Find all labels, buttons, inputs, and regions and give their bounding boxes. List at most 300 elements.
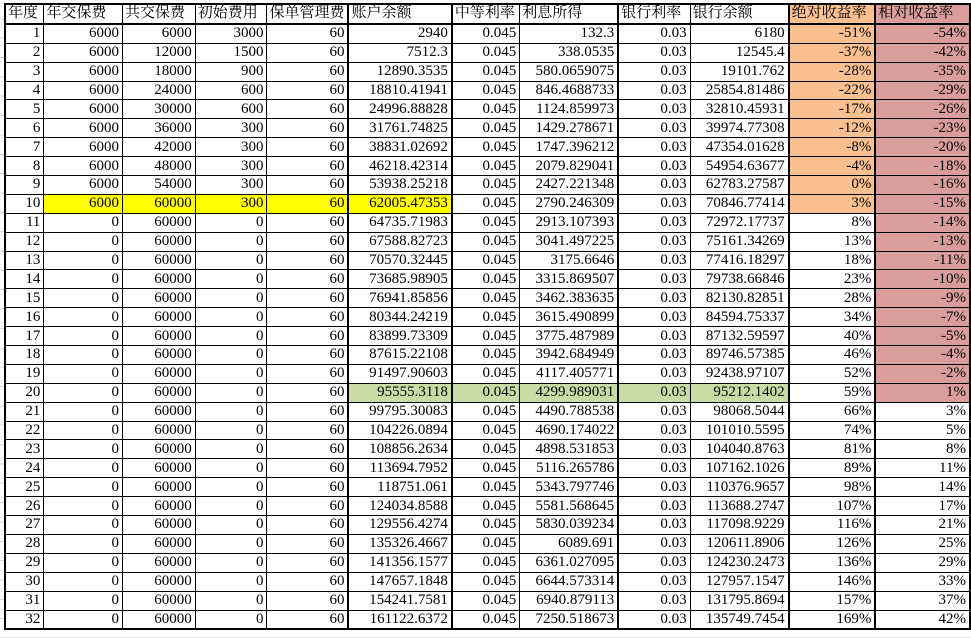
cell-medium-rate-y6[interactable]: 0.045 — [452, 119, 520, 138]
cell-medium-rate-y21[interactable]: 0.045 — [452, 402, 520, 421]
cell-bank-balance-y14[interactable]: 79738.66846 — [690, 270, 789, 289]
cell-policy-admin-fee-y23[interactable]: 60 — [267, 440, 349, 459]
cell-annual-premium-y6[interactable]: 6000 — [44, 119, 123, 138]
cell-absolute-return-y31[interactable]: 157% — [789, 591, 876, 610]
cell-medium-rate-y9[interactable]: 0.045 — [452, 176, 520, 195]
cell-interest-income-y22[interactable]: 4690.174022 — [520, 421, 619, 440]
cell-absolute-return-y14[interactable]: 23% — [789, 270, 876, 289]
cell-bank-balance-y31[interactable]: 131795.8694 — [690, 591, 789, 610]
cell-interest-income-y5[interactable]: 1124.859973 — [520, 100, 619, 119]
cell-annual-premium-y24[interactable]: 0 — [44, 459, 123, 478]
cell-bank-rate-y18[interactable]: 0.03 — [618, 346, 690, 365]
cell-year-y3[interactable]: 3 — [5, 62, 44, 81]
cell-policy-admin-fee-y29[interactable]: 60 — [267, 553, 349, 572]
cell-absolute-return-y19[interactable]: 52% — [789, 364, 876, 383]
cell-policy-admin-fee-y9[interactable]: 60 — [267, 176, 349, 195]
cell-medium-rate-y4[interactable]: 0.045 — [452, 81, 520, 100]
cell-absolute-return-y30[interactable]: 146% — [789, 572, 876, 591]
cell-initial-fee-y28[interactable]: 0 — [195, 534, 267, 553]
cell-bank-balance-y20[interactable]: 95212.1402 — [690, 383, 789, 402]
cell-interest-income-y20[interactable]: 4299.989031 — [520, 383, 619, 402]
cell-relative-return-y22[interactable]: 5% — [875, 421, 970, 440]
cell-year-y8[interactable]: 8 — [5, 157, 44, 176]
cell-account-balance-y3[interactable]: 12890.3535 — [348, 62, 451, 81]
cell-account-balance-y32[interactable]: 161122.6372 — [348, 610, 451, 629]
cell-relative-return-y12[interactable]: -13% — [875, 232, 970, 251]
cell-absolute-return-y20[interactable]: 59% — [789, 383, 876, 402]
cell-relative-return-y26[interactable]: 17% — [875, 497, 970, 516]
cell-total-premium-y13[interactable]: 60000 — [122, 251, 195, 270]
column-header-total-premium[interactable]: 共交保费 — [122, 4, 195, 24]
cell-total-premium-y8[interactable]: 48000 — [122, 157, 195, 176]
cell-policy-admin-fee-y32[interactable]: 60 — [267, 610, 349, 629]
cell-bank-balance-y10[interactable]: 70846.77414 — [690, 194, 789, 213]
cell-bank-balance-y8[interactable]: 54954.63677 — [690, 157, 789, 176]
cell-annual-premium-y5[interactable]: 6000 — [44, 100, 123, 119]
cell-year-y32[interactable]: 32 — [5, 610, 44, 629]
cell-account-balance-y31[interactable]: 154241.7581 — [348, 591, 451, 610]
cell-total-premium-y6[interactable]: 36000 — [122, 119, 195, 138]
cell-absolute-return-y18[interactable]: 46% — [789, 346, 876, 365]
cell-total-premium-y29[interactable]: 60000 — [122, 553, 195, 572]
cell-initial-fee-y6[interactable]: 300 — [195, 119, 267, 138]
cell-relative-return-y4[interactable]: -29% — [875, 81, 970, 100]
cell-absolute-return-y21[interactable]: 66% — [789, 402, 876, 421]
cell-annual-premium-y28[interactable]: 0 — [44, 534, 123, 553]
cell-relative-return-y11[interactable]: -14% — [875, 213, 970, 232]
cell-medium-rate-y32[interactable]: 0.045 — [452, 610, 520, 629]
cell-bank-balance-y29[interactable]: 124230.2473 — [690, 553, 789, 572]
cell-medium-rate-y31[interactable]: 0.045 — [452, 591, 520, 610]
cell-medium-rate-y3[interactable]: 0.045 — [452, 62, 520, 81]
cell-absolute-return-y23[interactable]: 81% — [789, 440, 876, 459]
cell-initial-fee-y30[interactable]: 0 — [195, 572, 267, 591]
cell-relative-return-y27[interactable]: 21% — [875, 516, 970, 535]
cell-bank-rate-y22[interactable]: 0.03 — [618, 421, 690, 440]
cell-interest-income-y16[interactable]: 3615.490899 — [520, 308, 619, 327]
cell-policy-admin-fee-y22[interactable]: 60 — [267, 421, 349, 440]
cell-interest-income-y6[interactable]: 1429.278671 — [520, 119, 619, 138]
cell-initial-fee-y24[interactable]: 0 — [195, 459, 267, 478]
cell-bank-balance-y12[interactable]: 75161.34269 — [690, 232, 789, 251]
cell-relative-return-y25[interactable]: 14% — [875, 478, 970, 497]
cell-bank-rate-y23[interactable]: 0.03 — [618, 440, 690, 459]
cell-medium-rate-y23[interactable]: 0.045 — [452, 440, 520, 459]
cell-bank-rate-y32[interactable]: 0.03 — [618, 610, 690, 629]
cell-annual-premium-y2[interactable]: 6000 — [44, 43, 123, 62]
cell-total-premium-y2[interactable]: 12000 — [122, 43, 195, 62]
column-header-policy-admin-fee[interactable]: 保单管理费 — [267, 4, 349, 24]
cell-interest-income-y31[interactable]: 6940.879113 — [520, 591, 619, 610]
cell-relative-return-y24[interactable]: 11% — [875, 459, 970, 478]
cell-policy-admin-fee-y25[interactable]: 60 — [267, 478, 349, 497]
cell-bank-rate-y20[interactable]: 0.03 — [618, 383, 690, 402]
cell-total-premium-y4[interactable]: 24000 — [122, 81, 195, 100]
cell-year-y23[interactable]: 23 — [5, 440, 44, 459]
cell-annual-premium-y18[interactable]: 0 — [44, 346, 123, 365]
cell-interest-income-y4[interactable]: 846.4688733 — [520, 81, 619, 100]
cell-relative-return-y15[interactable]: -9% — [875, 289, 970, 308]
cell-year-y6[interactable]: 6 — [5, 119, 44, 138]
cell-bank-balance-y22[interactable]: 101010.5595 — [690, 421, 789, 440]
cell-relative-return-y9[interactable]: -16% — [875, 176, 970, 195]
cell-relative-return-y13[interactable]: -11% — [875, 251, 970, 270]
cell-relative-return-y1[interactable]: -54% — [875, 24, 970, 43]
cell-total-premium-y32[interactable]: 60000 — [122, 610, 195, 629]
cell-year-y11[interactable]: 11 — [5, 213, 44, 232]
cell-initial-fee-y15[interactable]: 0 — [195, 289, 267, 308]
cell-interest-income-y19[interactable]: 4117.405771 — [520, 364, 619, 383]
cell-account-balance-y22[interactable]: 104226.0894 — [348, 421, 451, 440]
cell-total-premium-y20[interactable]: 60000 — [122, 383, 195, 402]
cell-year-y27[interactable]: 27 — [5, 516, 44, 535]
cell-total-premium-y22[interactable]: 60000 — [122, 421, 195, 440]
cell-bank-balance-y23[interactable]: 104040.8763 — [690, 440, 789, 459]
cell-interest-income-y21[interactable]: 4490.788538 — [520, 402, 619, 421]
cell-medium-rate-y18[interactable]: 0.045 — [452, 346, 520, 365]
cell-total-premium-y26[interactable]: 60000 — [122, 497, 195, 516]
cell-bank-balance-y19[interactable]: 92438.97107 — [690, 364, 789, 383]
cell-bank-balance-y30[interactable]: 127957.1547 — [690, 572, 789, 591]
cell-policy-admin-fee-y1[interactable]: 60 — [267, 24, 349, 43]
cell-year-y12[interactable]: 12 — [5, 232, 44, 251]
cell-account-balance-y6[interactable]: 31761.74825 — [348, 119, 451, 138]
cell-interest-income-y28[interactable]: 6089.691 — [520, 534, 619, 553]
cell-bank-rate-y31[interactable]: 0.03 — [618, 591, 690, 610]
cell-year-y24[interactable]: 24 — [5, 459, 44, 478]
cell-policy-admin-fee-y5[interactable]: 60 — [267, 100, 349, 119]
cell-bank-balance-y1[interactable]: 6180 — [690, 24, 789, 43]
cell-medium-rate-y12[interactable]: 0.045 — [452, 232, 520, 251]
cell-medium-rate-y17[interactable]: 0.045 — [452, 327, 520, 346]
cell-bank-rate-y11[interactable]: 0.03 — [618, 213, 690, 232]
cell-policy-admin-fee-y17[interactable]: 60 — [267, 327, 349, 346]
cell-account-balance-y2[interactable]: 7512.3 — [348, 43, 451, 62]
cell-total-premium-y19[interactable]: 60000 — [122, 364, 195, 383]
cell-policy-admin-fee-y24[interactable]: 60 — [267, 459, 349, 478]
column-header-bank-balance[interactable]: 银行余额 — [690, 4, 789, 24]
cell-absolute-return-y25[interactable]: 98% — [789, 478, 876, 497]
cell-absolute-return-y9[interactable]: 0% — [789, 176, 876, 195]
cell-relative-return-y8[interactable]: -18% — [875, 157, 970, 176]
cell-bank-balance-y7[interactable]: 47354.01628 — [690, 138, 789, 157]
cell-initial-fee-y32[interactable]: 0 — [195, 610, 267, 629]
cell-bank-balance-y25[interactable]: 110376.9657 — [690, 478, 789, 497]
cell-medium-rate-y29[interactable]: 0.045 — [452, 553, 520, 572]
cell-relative-return-y6[interactable]: -23% — [875, 119, 970, 138]
cell-initial-fee-y14[interactable]: 0 — [195, 270, 267, 289]
cell-initial-fee-y8[interactable]: 300 — [195, 157, 267, 176]
cell-bank-rate-y8[interactable]: 0.03 — [618, 157, 690, 176]
cell-year-y21[interactable]: 21 — [5, 402, 44, 421]
cell-absolute-return-y29[interactable]: 136% — [789, 553, 876, 572]
cell-interest-income-y32[interactable]: 7250.518673 — [520, 610, 619, 629]
cell-initial-fee-y2[interactable]: 1500 — [195, 43, 267, 62]
cell-relative-return-y5[interactable]: -26% — [875, 100, 970, 119]
cell-bank-balance-y4[interactable]: 25854.81486 — [690, 81, 789, 100]
column-header-medium-rate[interactable]: 中等利率 — [452, 4, 520, 24]
cell-policy-admin-fee-y8[interactable]: 60 — [267, 157, 349, 176]
cell-initial-fee-y13[interactable]: 0 — [195, 251, 267, 270]
cell-medium-rate-y27[interactable]: 0.045 — [452, 516, 520, 535]
cell-relative-return-y29[interactable]: 29% — [875, 553, 970, 572]
cell-total-premium-y24[interactable]: 60000 — [122, 459, 195, 478]
cell-initial-fee-y12[interactable]: 0 — [195, 232, 267, 251]
cell-bank-balance-y28[interactable]: 120611.8906 — [690, 534, 789, 553]
cell-relative-return-y30[interactable]: 33% — [875, 572, 970, 591]
cell-annual-premium-y29[interactable]: 0 — [44, 553, 123, 572]
cell-policy-admin-fee-y7[interactable]: 60 — [267, 138, 349, 157]
cell-account-balance-y16[interactable]: 80344.24219 — [348, 308, 451, 327]
cell-bank-balance-y6[interactable]: 39974.77308 — [690, 119, 789, 138]
cell-year-y15[interactable]: 15 — [5, 289, 44, 308]
cell-total-premium-y28[interactable]: 60000 — [122, 534, 195, 553]
cell-account-balance-y28[interactable]: 135326.4667 — [348, 534, 451, 553]
cell-annual-premium-y16[interactable]: 0 — [44, 308, 123, 327]
cell-medium-rate-y22[interactable]: 0.045 — [452, 421, 520, 440]
column-header-bank-rate[interactable]: 银行利率 — [618, 4, 690, 24]
cell-bank-rate-y2[interactable]: 0.03 — [618, 43, 690, 62]
cell-total-premium-y12[interactable]: 60000 — [122, 232, 195, 251]
cell-absolute-return-y12[interactable]: 13% — [789, 232, 876, 251]
cell-total-premium-y27[interactable]: 60000 — [122, 516, 195, 535]
cell-bank-rate-y13[interactable]: 0.03 — [618, 251, 690, 270]
cell-bank-balance-y21[interactable]: 98068.5044 — [690, 402, 789, 421]
cell-account-balance-y10[interactable]: 62005.47353 — [348, 194, 451, 213]
cell-annual-premium-y12[interactable]: 0 — [44, 232, 123, 251]
cell-medium-rate-y15[interactable]: 0.045 — [452, 289, 520, 308]
cell-total-premium-y23[interactable]: 60000 — [122, 440, 195, 459]
cell-bank-balance-y24[interactable]: 107162.1026 — [690, 459, 789, 478]
cell-annual-premium-y17[interactable]: 0 — [44, 327, 123, 346]
cell-bank-balance-y16[interactable]: 84594.75337 — [690, 308, 789, 327]
cell-interest-income-y24[interactable]: 5116.265786 — [520, 459, 619, 478]
cell-bank-rate-y15[interactable]: 0.03 — [618, 289, 690, 308]
cell-medium-rate-y24[interactable]: 0.045 — [452, 459, 520, 478]
cell-bank-rate-y26[interactable]: 0.03 — [618, 497, 690, 516]
cell-total-premium-y11[interactable]: 60000 — [122, 213, 195, 232]
cell-interest-income-y26[interactable]: 5581.568645 — [520, 497, 619, 516]
cell-interest-income-y12[interactable]: 3041.497225 — [520, 232, 619, 251]
cell-annual-premium-y3[interactable]: 6000 — [44, 62, 123, 81]
cell-year-y13[interactable]: 13 — [5, 251, 44, 270]
cell-relative-return-y32[interactable]: 42% — [875, 610, 970, 629]
cell-initial-fee-y4[interactable]: 600 — [195, 81, 267, 100]
cell-initial-fee-y27[interactable]: 0 — [195, 516, 267, 535]
cell-annual-premium-y1[interactable]: 6000 — [44, 24, 123, 43]
cell-total-premium-y18[interactable]: 60000 — [122, 346, 195, 365]
cell-annual-premium-y23[interactable]: 0 — [44, 440, 123, 459]
column-header-interest-income[interactable]: 利息所得 — [520, 4, 619, 24]
cell-bank-rate-y25[interactable]: 0.03 — [618, 478, 690, 497]
cell-medium-rate-y5[interactable]: 0.045 — [452, 100, 520, 119]
cell-relative-return-y31[interactable]: 37% — [875, 591, 970, 610]
cell-relative-return-y2[interactable]: -42% — [875, 43, 970, 62]
cell-year-y28[interactable]: 28 — [5, 534, 44, 553]
cell-relative-return-y20[interactable]: 1% — [875, 383, 970, 402]
cell-interest-income-y9[interactable]: 2427.221348 — [520, 176, 619, 195]
cell-interest-income-y2[interactable]: 338.0535 — [520, 43, 619, 62]
cell-interest-income-y11[interactable]: 2913.107393 — [520, 213, 619, 232]
cell-interest-income-y14[interactable]: 3315.869507 — [520, 270, 619, 289]
cell-relative-return-y3[interactable]: -35% — [875, 62, 970, 81]
cell-interest-income-y10[interactable]: 2790.246309 — [520, 194, 619, 213]
cell-medium-rate-y19[interactable]: 0.045 — [452, 364, 520, 383]
cell-initial-fee-y31[interactable]: 0 — [195, 591, 267, 610]
cell-account-balance-y13[interactable]: 70570.32445 — [348, 251, 451, 270]
cell-relative-return-y28[interactable]: 25% — [875, 534, 970, 553]
cell-absolute-return-y26[interactable]: 107% — [789, 497, 876, 516]
cell-annual-premium-y20[interactable]: 0 — [44, 383, 123, 402]
cell-bank-rate-y6[interactable]: 0.03 — [618, 119, 690, 138]
cell-annual-premium-y9[interactable]: 6000 — [44, 176, 123, 195]
column-header-annual-premium[interactable]: 年交保费 — [44, 4, 123, 24]
cell-total-premium-y25[interactable]: 60000 — [122, 478, 195, 497]
cell-account-balance-y20[interactable]: 95555.3118 — [348, 383, 451, 402]
cell-policy-admin-fee-y31[interactable]: 60 — [267, 591, 349, 610]
cell-year-y17[interactable]: 17 — [5, 327, 44, 346]
cell-policy-admin-fee-y10[interactable]: 60 — [267, 194, 349, 213]
cell-year-y25[interactable]: 25 — [5, 478, 44, 497]
cell-medium-rate-y13[interactable]: 0.045 — [452, 251, 520, 270]
cell-interest-income-y18[interactable]: 3942.684949 — [520, 346, 619, 365]
cell-year-y7[interactable]: 7 — [5, 138, 44, 157]
cell-absolute-return-y28[interactable]: 126% — [789, 534, 876, 553]
cell-annual-premium-y26[interactable]: 0 — [44, 497, 123, 516]
cell-bank-rate-y12[interactable]: 0.03 — [618, 232, 690, 251]
cell-annual-premium-y13[interactable]: 0 — [44, 251, 123, 270]
cell-initial-fee-y18[interactable]: 0 — [195, 346, 267, 365]
cell-initial-fee-y7[interactable]: 300 — [195, 138, 267, 157]
cell-bank-rate-y21[interactable]: 0.03 — [618, 402, 690, 421]
cell-initial-fee-y3[interactable]: 900 — [195, 62, 267, 81]
cell-year-y19[interactable]: 19 — [5, 364, 44, 383]
cell-bank-rate-y16[interactable]: 0.03 — [618, 308, 690, 327]
cell-policy-admin-fee-y21[interactable]: 60 — [267, 402, 349, 421]
cell-medium-rate-y26[interactable]: 0.045 — [452, 497, 520, 516]
cell-account-balance-y17[interactable]: 83899.73309 — [348, 327, 451, 346]
cell-bank-balance-y17[interactable]: 87132.59597 — [690, 327, 789, 346]
cell-annual-premium-y4[interactable]: 6000 — [44, 81, 123, 100]
cell-interest-income-y30[interactable]: 6644.573314 — [520, 572, 619, 591]
cell-policy-admin-fee-y4[interactable]: 60 — [267, 81, 349, 100]
cell-account-balance-y1[interactable]: 2940 — [348, 24, 451, 43]
cell-absolute-return-y10[interactable]: 3% — [789, 194, 876, 213]
cell-initial-fee-y25[interactable]: 0 — [195, 478, 267, 497]
cell-policy-admin-fee-y11[interactable]: 60 — [267, 213, 349, 232]
cell-policy-admin-fee-y14[interactable]: 60 — [267, 270, 349, 289]
cell-bank-rate-y24[interactable]: 0.03 — [618, 459, 690, 478]
cell-initial-fee-y22[interactable]: 0 — [195, 421, 267, 440]
cell-interest-income-y15[interactable]: 3462.383635 — [520, 289, 619, 308]
cell-relative-return-y19[interactable]: -2% — [875, 364, 970, 383]
cell-interest-income-y17[interactable]: 3775.487989 — [520, 327, 619, 346]
cell-annual-premium-y21[interactable]: 0 — [44, 402, 123, 421]
cell-total-premium-y31[interactable]: 60000 — [122, 591, 195, 610]
cell-initial-fee-y10[interactable]: 300 — [195, 194, 267, 213]
cell-total-premium-y21[interactable]: 60000 — [122, 402, 195, 421]
column-header-year[interactable]: 年度 — [5, 4, 44, 24]
cell-year-y20[interactable]: 20 — [5, 383, 44, 402]
cell-relative-return-y21[interactable]: 3% — [875, 402, 970, 421]
cell-account-balance-y7[interactable]: 38831.02692 — [348, 138, 451, 157]
cell-medium-rate-y8[interactable]: 0.045 — [452, 157, 520, 176]
cell-bank-balance-y5[interactable]: 32810.45931 — [690, 100, 789, 119]
cell-medium-rate-y14[interactable]: 0.045 — [452, 270, 520, 289]
cell-bank-balance-y11[interactable]: 72972.17737 — [690, 213, 789, 232]
cell-policy-admin-fee-y30[interactable]: 60 — [267, 572, 349, 591]
cell-year-y4[interactable]: 4 — [5, 81, 44, 100]
cell-total-premium-y16[interactable]: 60000 — [122, 308, 195, 327]
cell-interest-income-y27[interactable]: 5830.039234 — [520, 516, 619, 535]
cell-annual-premium-y10[interactable]: 6000 — [44, 194, 123, 213]
cell-policy-admin-fee-y26[interactable]: 60 — [267, 497, 349, 516]
cell-absolute-return-y4[interactable]: -22% — [789, 81, 876, 100]
cell-year-y9[interactable]: 9 — [5, 176, 44, 195]
cell-absolute-return-y3[interactable]: -28% — [789, 62, 876, 81]
cell-annual-premium-y22[interactable]: 0 — [44, 421, 123, 440]
cell-initial-fee-y17[interactable]: 0 — [195, 327, 267, 346]
cell-account-balance-y12[interactable]: 67588.82723 — [348, 232, 451, 251]
cell-year-y14[interactable]: 14 — [5, 270, 44, 289]
cell-initial-fee-y23[interactable]: 0 — [195, 440, 267, 459]
cell-annual-premium-y27[interactable]: 0 — [44, 516, 123, 535]
cell-total-premium-y10[interactable]: 60000 — [122, 194, 195, 213]
cell-policy-admin-fee-y2[interactable]: 60 — [267, 43, 349, 62]
cell-initial-fee-y5[interactable]: 600 — [195, 100, 267, 119]
cell-policy-admin-fee-y16[interactable]: 60 — [267, 308, 349, 327]
cell-policy-admin-fee-y15[interactable]: 60 — [267, 289, 349, 308]
cell-account-balance-y29[interactable]: 141356.1577 — [348, 553, 451, 572]
cell-absolute-return-y7[interactable]: -8% — [789, 138, 876, 157]
cell-year-y18[interactable]: 18 — [5, 346, 44, 365]
cell-annual-premium-y25[interactable]: 0 — [44, 478, 123, 497]
cell-bank-rate-y4[interactable]: 0.03 — [618, 81, 690, 100]
cell-account-balance-y19[interactable]: 91497.90603 — [348, 364, 451, 383]
cell-annual-premium-y19[interactable]: 0 — [44, 364, 123, 383]
cell-bank-rate-y7[interactable]: 0.03 — [618, 138, 690, 157]
cell-year-y1[interactable]: 1 — [5, 24, 44, 43]
cell-initial-fee-y29[interactable]: 0 — [195, 553, 267, 572]
cell-relative-return-y17[interactable]: -5% — [875, 327, 970, 346]
cell-year-y16[interactable]: 16 — [5, 308, 44, 327]
cell-total-premium-y7[interactable]: 42000 — [122, 138, 195, 157]
cell-interest-income-y8[interactable]: 2079.829041 — [520, 157, 619, 176]
cell-annual-premium-y7[interactable]: 6000 — [44, 138, 123, 157]
cell-account-balance-y23[interactable]: 108856.2634 — [348, 440, 451, 459]
cell-relative-return-y23[interactable]: 8% — [875, 440, 970, 459]
cell-total-premium-y5[interactable]: 30000 — [122, 100, 195, 119]
cell-medium-rate-y2[interactable]: 0.045 — [452, 43, 520, 62]
cell-initial-fee-y21[interactable]: 0 — [195, 402, 267, 421]
cell-medium-rate-y28[interactable]: 0.045 — [452, 534, 520, 553]
cell-medium-rate-y16[interactable]: 0.045 — [452, 308, 520, 327]
cell-annual-premium-y8[interactable]: 6000 — [44, 157, 123, 176]
cell-absolute-return-y22[interactable]: 74% — [789, 421, 876, 440]
cell-account-balance-y24[interactable]: 113694.7952 — [348, 459, 451, 478]
column-header-account-balance[interactable]: 账户余额 — [348, 4, 451, 24]
cell-account-balance-y21[interactable]: 99795.30083 — [348, 402, 451, 421]
column-header-absolute-return[interactable]: 绝对收益率 — [789, 4, 876, 24]
cell-total-premium-y9[interactable]: 54000 — [122, 176, 195, 195]
cell-account-balance-y15[interactable]: 76941.85856 — [348, 289, 451, 308]
cell-absolute-return-y32[interactable]: 169% — [789, 610, 876, 629]
cell-absolute-return-y15[interactable]: 28% — [789, 289, 876, 308]
cell-absolute-return-y5[interactable]: -17% — [789, 100, 876, 119]
cell-account-balance-y18[interactable]: 87615.22108 — [348, 346, 451, 365]
cell-total-premium-y14[interactable]: 60000 — [122, 270, 195, 289]
cell-relative-return-y16[interactable]: -7% — [875, 308, 970, 327]
